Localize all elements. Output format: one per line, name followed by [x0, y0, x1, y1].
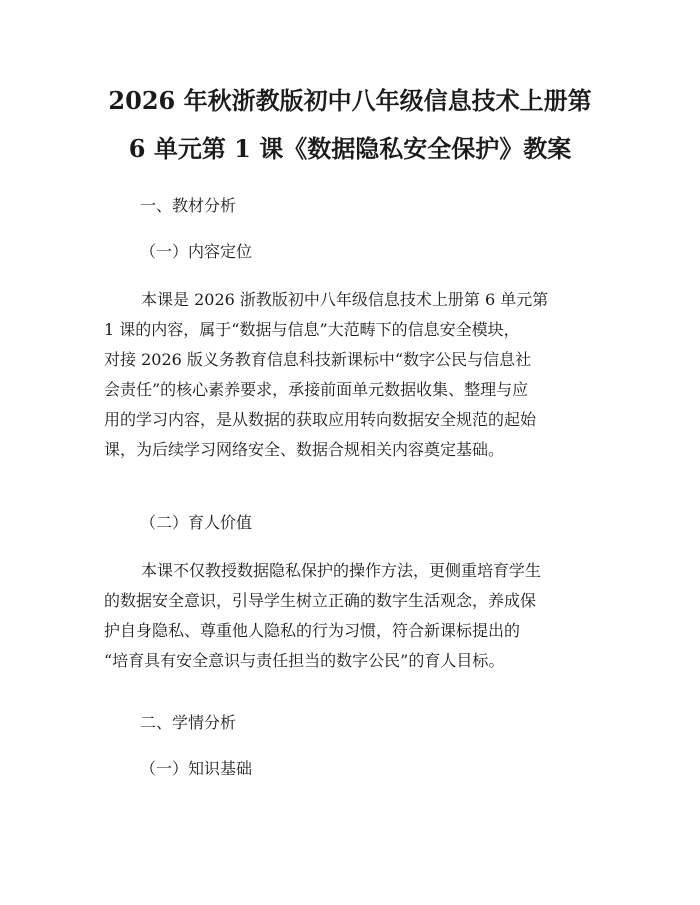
paragraph-educational-value [104, 556, 604, 676]
paragraph-line: 课，为后续学习网络安全、数据合规相关内容奠定基础。 [104, 440, 505, 459]
paragraph-content-positioning [104, 285, 604, 465]
subsection-heading-knowledge-foundation: （一）知识基础 [140, 759, 253, 778]
document-title-line-2: 6 单元第 1 课《数据隐私安全保护》教案 [128, 134, 572, 163]
paragraph-line: 护自身隐私、尊重他人隐私的行为习惯，符合新课标提出的 [104, 621, 521, 640]
paragraph-line: 本课是 2026 浙教版初中八年级信息技术上册第 6 单元第 [141, 290, 549, 309]
paragraph-line: 1 课的内容，属于“数据与信息”大范畴下的信息安全模块， [104, 320, 520, 339]
paragraph-line: 本课不仅教授数据隐私保护的操作方法，更侧重培育学生 [141, 561, 542, 580]
paragraph-line: 对接 2026 版义务教育信息科技新课标中“数字公民与信息社 [104, 350, 532, 369]
section-heading-teaching-material-analysis: 一、教材分析 [140, 196, 237, 215]
paragraph-line: “培育具有安全意识与责任担当的数字公民”的育人目标。 [104, 651, 505, 670]
paragraph-line: 的数据安全意识，引导学生树立正确的数字生活观念，养成保 [104, 591, 537, 610]
subsection-heading-educational-value: （二）育人价值 [140, 513, 253, 532]
paragraph-line: 会责任”的核心素养要求，承接前面单元数据收集、整理与应 [104, 380, 529, 399]
paragraph-line: 用的学习内容，是从数据的获取应用转向数据安全规范的起始 [104, 410, 537, 429]
section-heading-learner-analysis: 二、学情分析 [140, 713, 237, 732]
document-title-line-1: 2026 年秋浙教版初中八年级信息技术上册第 [108, 86, 592, 115]
subsection-heading-content-positioning: （一）内容定位 [140, 242, 253, 261]
